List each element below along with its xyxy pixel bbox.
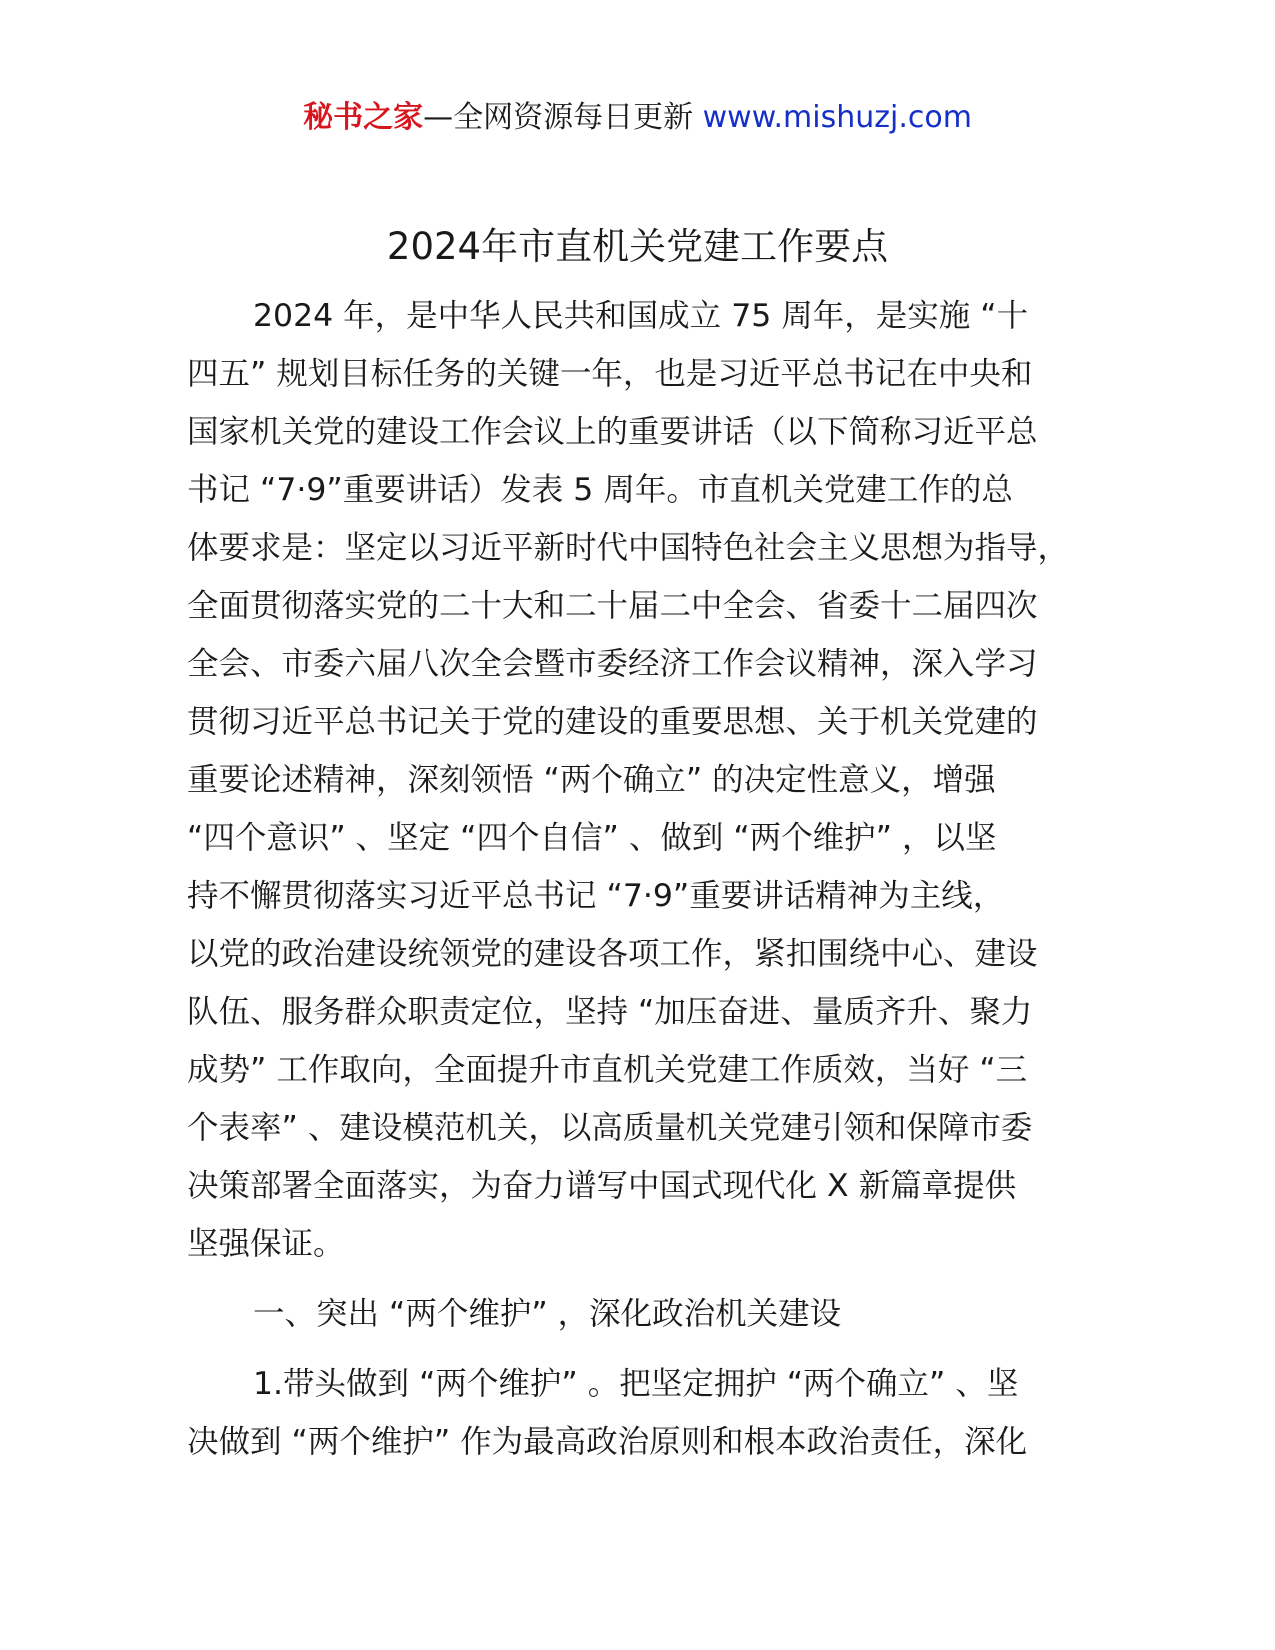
paragraph-line: 全面贯彻落实党的二十大和二十届二中全会、省委十二届四次 bbox=[187, 588, 1038, 624]
paragraph-line: 贯彻习近平总书记关于党的建设的重要思想、关于机关党建的 bbox=[187, 704, 1038, 740]
paragraph-line: 以党的政治建设统领党的建设各项工作，紧扣围绕中心、建设 bbox=[187, 936, 1038, 972]
site-header bbox=[0, 98, 1275, 138]
intro-paragraph bbox=[187, 287, 1087, 1273]
site-url-link[interactable]: www.mishuzj.com bbox=[702, 100, 972, 135]
paragraph-line: 成势” 工作取向，全面提升市直机关党建工作质效，当好 “三 bbox=[187, 1052, 1028, 1088]
paragraph-line: 持不懈贯彻落实习近平总书记 “7·9”重要讲话精神为主线， bbox=[187, 878, 1005, 914]
paragraph-line: “四个意识” 、坚定 “四个自信” 、做到 “两个维护” ，以坚 bbox=[187, 820, 997, 856]
document-title: 2024年市直机关党建工作要点 bbox=[386, 225, 889, 268]
paragraph-line: 坚强保证。 bbox=[187, 1226, 345, 1262]
paragraph-line: 决做到 “两个维护” 作为最高政治原则和根本政治责任，深化 bbox=[187, 1424, 1028, 1460]
paragraph-line: 2024 年，是中华人民共和国成立 75 周年，是实施 “十 bbox=[253, 298, 1029, 334]
header-slogan: —全网资源每日更新 bbox=[423, 100, 703, 135]
paragraph-line: 队伍、服务群众职责定位，坚持 “加压奋进、量质齐升、聚力 bbox=[187, 994, 1033, 1030]
document-body bbox=[187, 287, 1087, 1471]
paragraph-line: 1.带头做到 “两个维护” 。把坚定拥护 “两个确立” 、坚 bbox=[253, 1366, 1019, 1402]
paragraph-line: 四五” 规划目标任务的关键一年，也是习近平总书记在中央和 bbox=[187, 356, 1033, 392]
brand-name: 秘书之家 bbox=[303, 100, 424, 135]
paragraph-line: 全会、市委六届八次全会暨市委经济工作会议精神，深入学习 bbox=[187, 646, 1038, 682]
section-heading: 一、突出 “两个维护” ，深化政治机关建设 bbox=[253, 1296, 842, 1332]
paragraph-line: 体要求是：坚定以习近平新时代中国特色社会主义思想为指导， bbox=[187, 530, 1070, 566]
item-paragraph bbox=[187, 1355, 1087, 1471]
paragraph-line: 书记 “7·9”重要讲话）发表 5 周年。市直机关党建工作的总 bbox=[187, 472, 1013, 508]
paragraph-line: 决策部署全面落实，为奋力谱写中国式现代化 X 新篇章提供 bbox=[187, 1168, 1017, 1204]
paragraph-line: 重要论述精神，深刻领悟 “两个确立” 的决定性意义，增强 bbox=[187, 762, 996, 798]
paragraph-line: 国家机关党的建设工作会议上的重要讲话（以下简称习近平总 bbox=[187, 414, 1038, 450]
paragraph-line: 个表率” 、建设模范机关，以高质量机关党建引领和保障市委 bbox=[187, 1110, 1033, 1146]
